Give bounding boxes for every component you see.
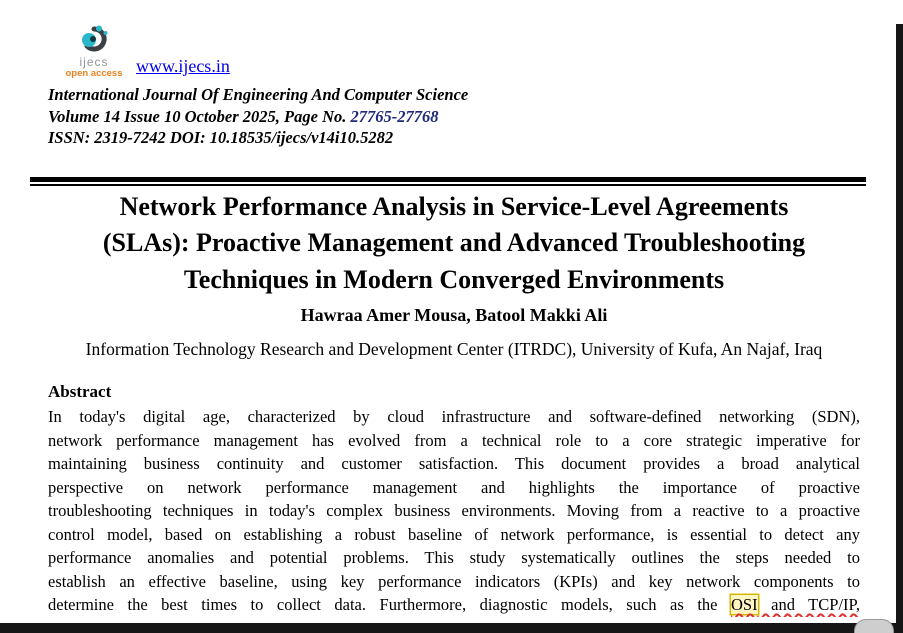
abstract-line: maintaining business continuity and customer satisfaction. This document provides a broad analytical xyxy=(48,454,860,473)
article-title xyxy=(48,189,860,299)
bottom-black-bar xyxy=(0,623,903,633)
abstract-line: performance anomalies and potential problems. This study systematically outlines the steps needed to xyxy=(48,548,860,567)
masthead-lines xyxy=(48,84,860,149)
affiliation: Information Technology Research and Development Center (ITRDC), University of Kufa, An Najaf, Iraq xyxy=(85,339,823,359)
issn-doi-line: ISSN: 2319-7242 DOI: 10.18535/ijecs/v14i10.5282 xyxy=(48,128,394,147)
journal-website-link[interactable]: www.ijecs.in xyxy=(136,56,230,76)
volume-issue-text: Volume 14 Issue 10 October 2025, Page No. xyxy=(48,106,351,126)
abstract-heading: Abstract xyxy=(48,382,112,401)
abstract-line: In today's digital age, characterized by cloud infrastructure and software-defined networking (SDN), xyxy=(48,407,860,426)
abstract-line: troubleshooting techniques in today's complex business environments. Moving from a reactive to a proactive xyxy=(48,501,860,520)
scroll-corner-button[interactable] xyxy=(854,619,894,633)
title-line-2: (SLAs): Proactive Management and Advanced Troubleshooting xyxy=(102,228,806,257)
journal-name: International Journal Of Engineering And Computer Science xyxy=(48,85,469,104)
logo-text: ijecs xyxy=(79,54,109,69)
paper-page xyxy=(0,24,903,149)
journal-logo xyxy=(62,25,126,79)
volume-issue-line xyxy=(48,106,860,128)
title-line-1: Network Performance Analysis in Service-Level Agreements xyxy=(119,191,789,221)
ijecs-logo-icon xyxy=(62,25,126,55)
title-line-3: Techniques in Modern Converged Environments xyxy=(183,264,725,294)
last-line-tail: and TCP/IP, xyxy=(757,595,860,614)
masthead-divider-rule xyxy=(30,177,866,186)
abstract-body xyxy=(48,405,860,617)
open-access-label: open access xyxy=(65,67,123,79)
abstract-line: perspective on network performance management and highlights the importance of proactive xyxy=(48,477,860,497)
masthead xyxy=(62,24,860,78)
last-line-text: determine the best times to collect data. Furthermore, diagnostic models, such as the xyxy=(48,595,732,614)
abstract-line: control model, based on establishing a robust baseline of network performance, is essential to detect any xyxy=(48,524,860,544)
spellcheck-squiggle xyxy=(731,595,860,614)
abstract-line: establish an effective baseline, using key performance indicators (KPIs) and key network components to xyxy=(48,571,860,591)
page-range: 27765-27768 xyxy=(350,106,439,126)
abstract-line: network performance management has evolved from a technical role to a core strategic imperative for xyxy=(48,430,860,450)
find-match-highlight: OSI xyxy=(731,595,758,614)
abstract-last-line xyxy=(48,593,860,617)
authors: Hawraa Amer Mousa, Batool Makki Ali xyxy=(300,305,608,325)
right-black-edge xyxy=(896,24,903,633)
